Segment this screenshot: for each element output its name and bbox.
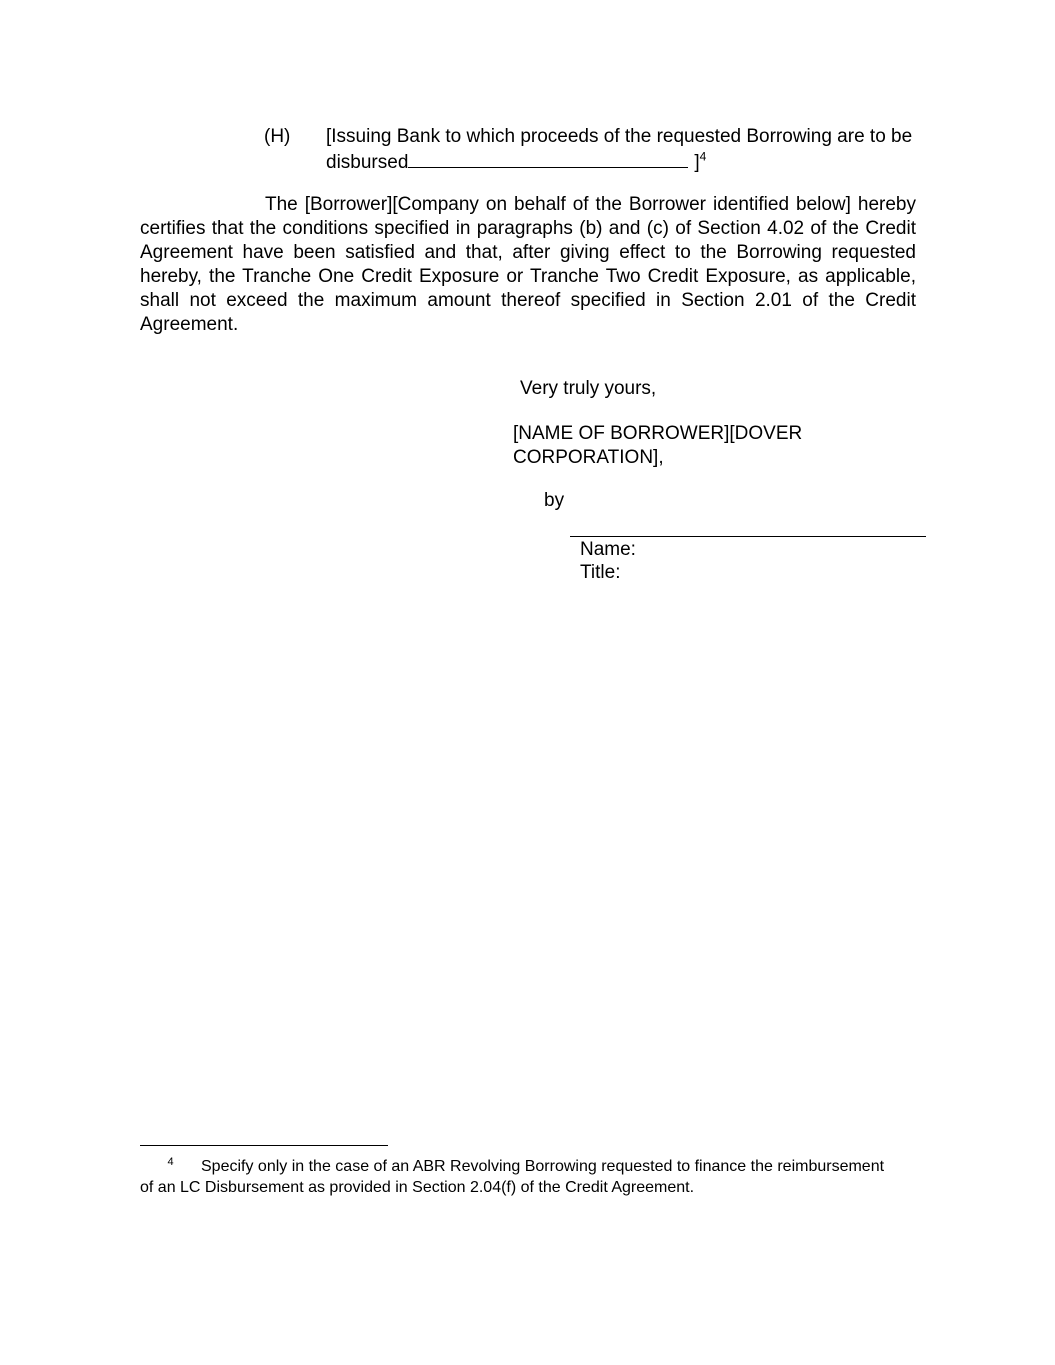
by-label: by [544, 490, 565, 511]
item-h-text: [Issuing Bank to which proceeds of the requested Borrowing are to be disbursed [326, 126, 913, 173]
company-name: [NAME OF BORROWER][DOVER CORPORATION], [513, 423, 803, 468]
title-label: Title: [580, 562, 621, 583]
footnote: 4 Specify only in the case of an ABR Revolving Borrowing requested to finance the reimbursement of an LC Disbursement as provided in Section 2.04(f) of the Credit Agreement. [140, 1155, 885, 1196]
name-label: Name: [580, 539, 636, 560]
footnote-separator [140, 1145, 388, 1146]
footnote-text: Specify only in the case of an ABR Revolving Borrowing requested to finance the reimbursement of an LC Disbursement as provided in Section 2.04(f) of the Credit Agreement. [140, 1158, 885, 1196]
disbursed-blank-line [408, 149, 688, 168]
footnote-reference[interactable]: 4 [699, 149, 707, 164]
closing-salutation: Very truly yours, [520, 378, 657, 399]
signature-line [570, 536, 926, 537]
certification-paragraph: The [Borrower][Company on behalf of the Borrower identified below] hereby certifies that the conditions specified in paragraphs (b) and (c) of Section 4.02 of the Credit Agreement have been satisfied and that, after giving effect to the Borrowing requested hereby, the Tranche One Credit Exposure or Tranche Two Credit Exposure, as applicable, shall not exceed the maximum amount thereof specified in Section 2.01 of the Credit Agreement. [140, 194, 916, 335]
item-h-closing-bracket: ] [694, 152, 700, 173]
item-h-text-block [326, 125, 926, 175]
item-h-marker: (H) [264, 126, 291, 147]
